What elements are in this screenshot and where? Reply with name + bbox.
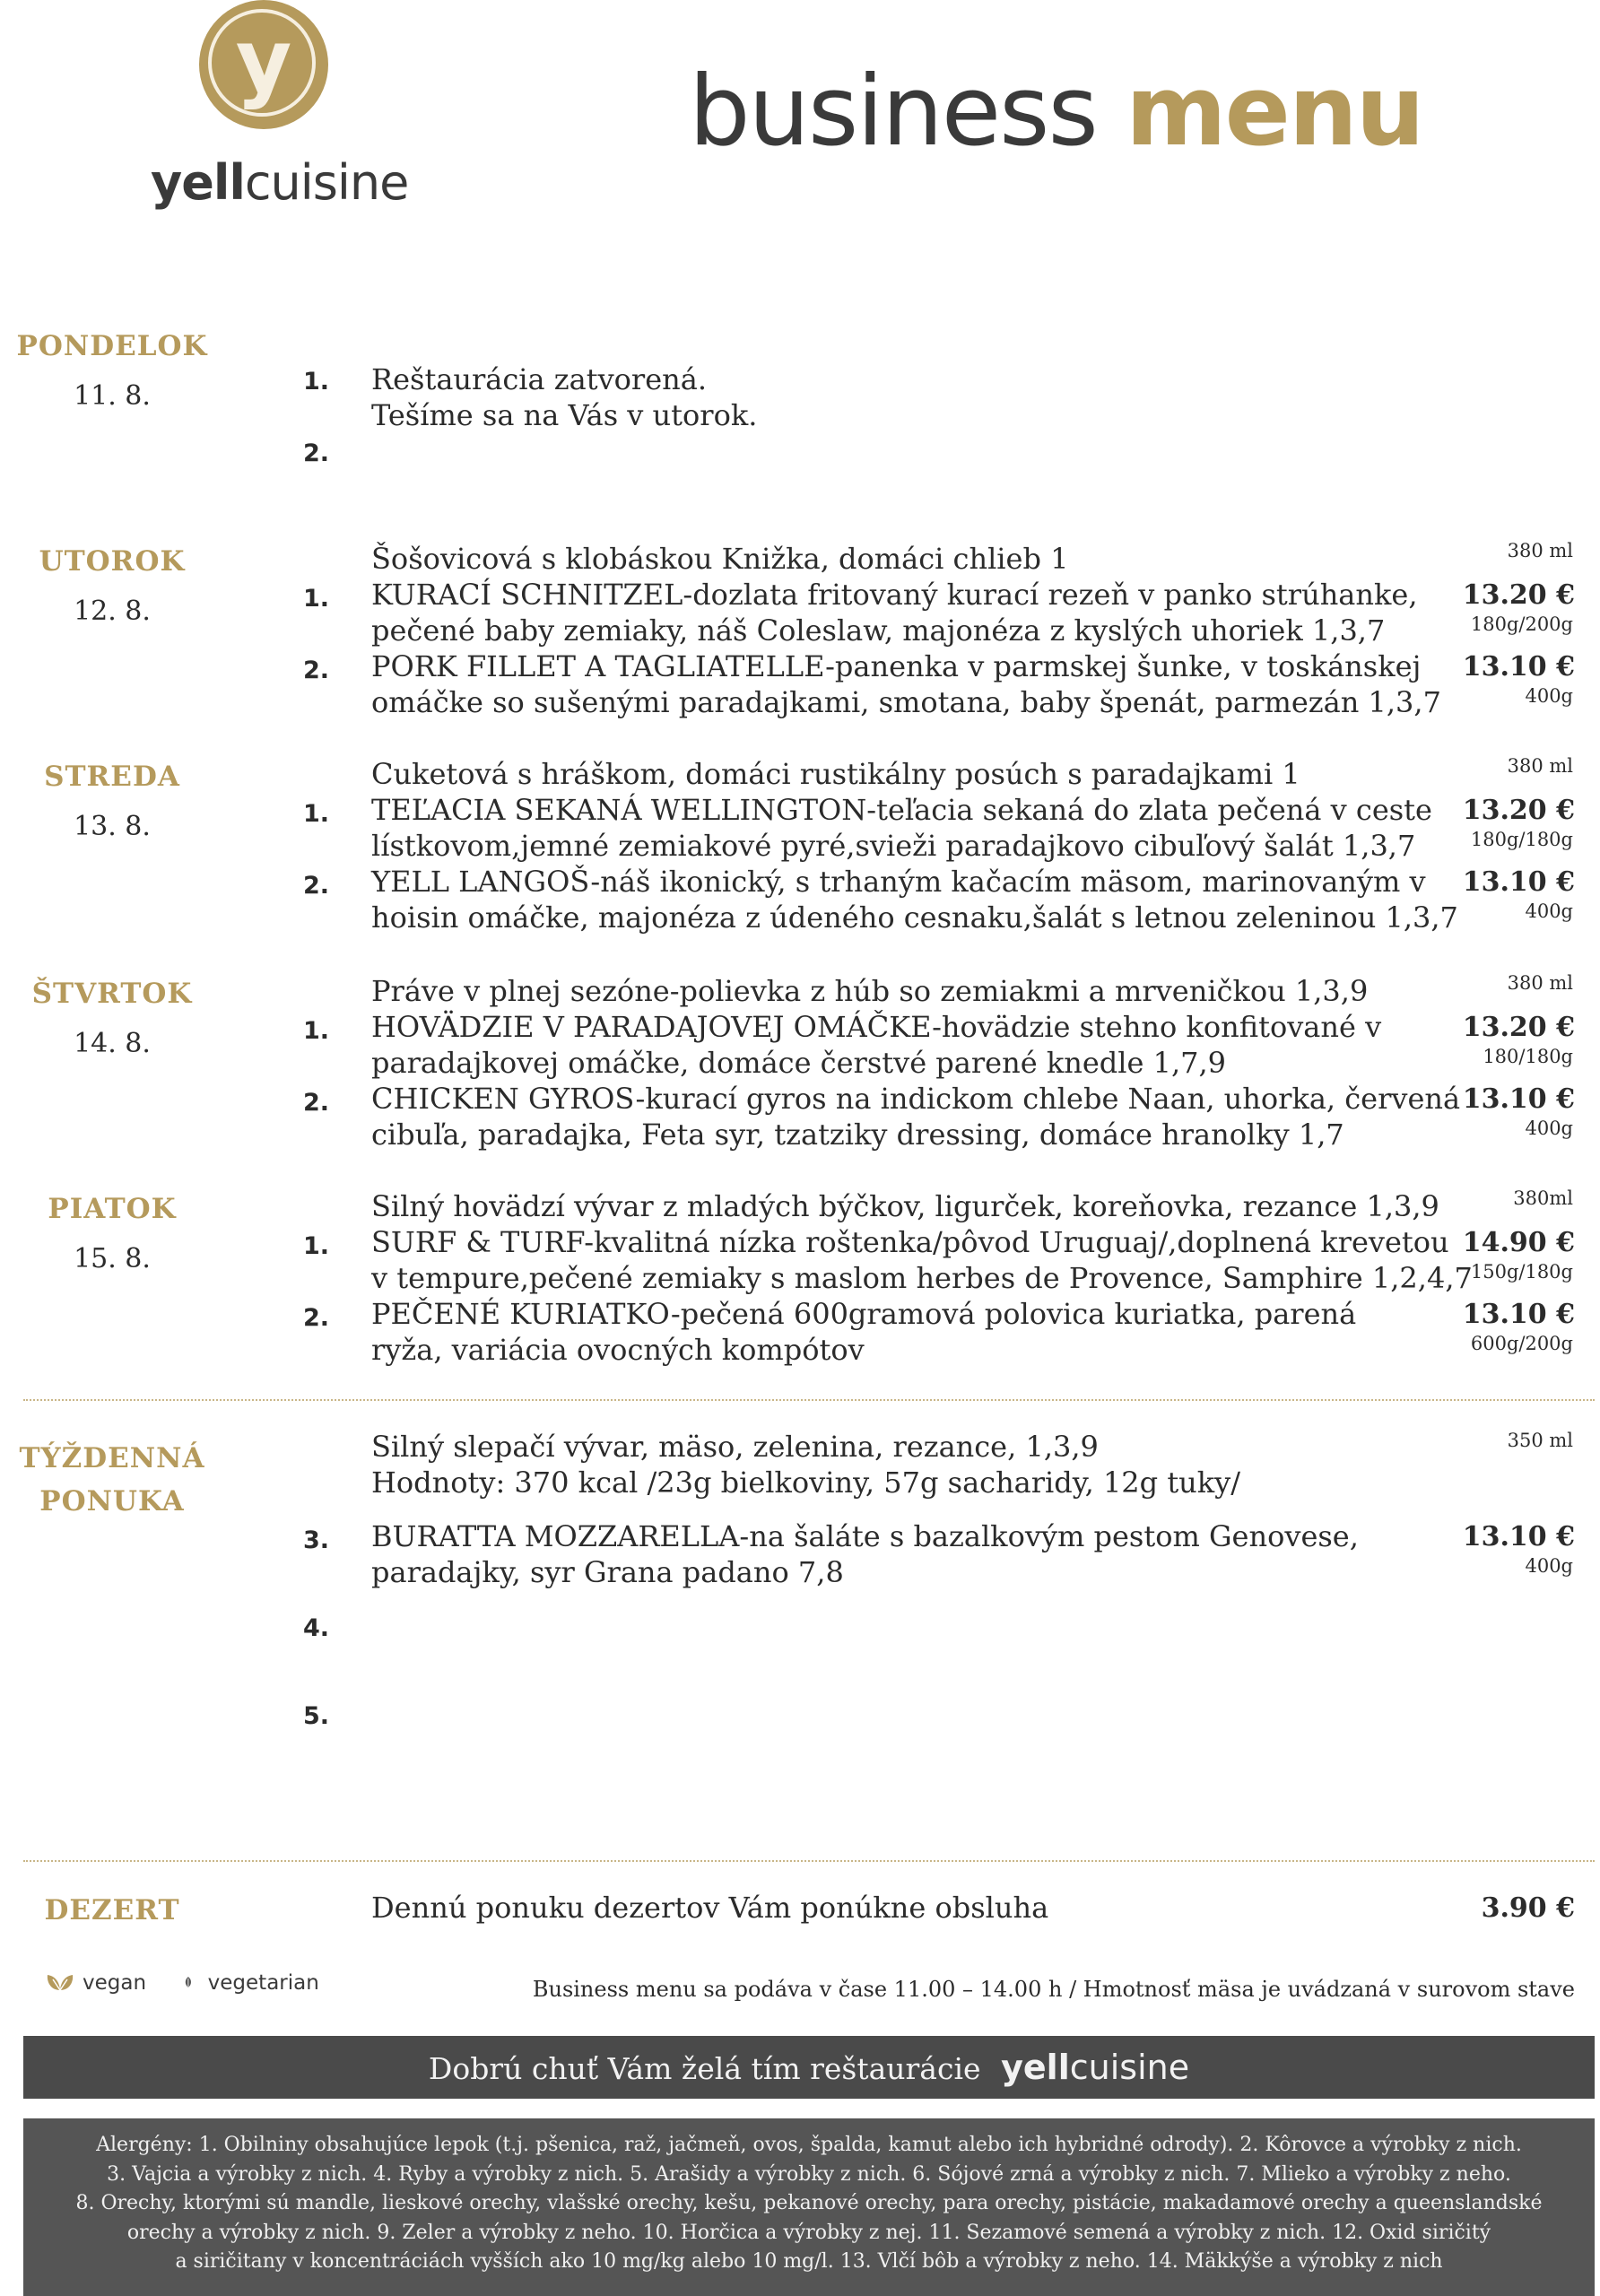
- menu-text-line: paradajky, syr Grana padano 7,8: [371, 1555, 844, 1589]
- item-portion: 400g: [1525, 685, 1573, 707]
- logo-word-bold: yell: [151, 154, 245, 211]
- item-number: 1.: [303, 800, 330, 828]
- menu-text-line: ryža, variácia ovocných kompótov: [371, 1333, 865, 1367]
- dessert-text: Dennú ponuku dezertov Vám ponúkne obsluha: [371, 1891, 1049, 1925]
- item-number: 2.: [303, 439, 330, 467]
- soup-portion: 380 ml: [1507, 540, 1573, 561]
- allergen-info: [23, 2118, 1595, 2296]
- item-price: 13.10 €: [1462, 866, 1575, 898]
- soup-portion: 380 ml: [1507, 755, 1573, 777]
- weekly-name-line2: PONUKA: [39, 1485, 185, 1518]
- day-section-wednesday: [0, 753, 1600, 942]
- item-price: 13.10 €: [1462, 1083, 1575, 1115]
- menu-text-line: hoisin omáčke, majonéza z údeného cesnaku,šalát s letnou zeleninou 1,3,7: [371, 900, 1458, 935]
- item-number: 2.: [303, 872, 330, 900]
- menu-text-line: BURATTA MOZZARELLA-na šaláte s bazalkovým pestom Genovese,: [371, 1519, 1359, 1553]
- item-portion: 400g: [1525, 1555, 1573, 1577]
- divider: [23, 1399, 1595, 1401]
- soup-nutrition-line: Hodnoty: 370 kcal /23g bielkoviny, 57g sacharidy, 12g tuky/: [371, 1465, 1241, 1500]
- day-section-tuesday: [0, 538, 1600, 726]
- closing-banner: [23, 2036, 1595, 2099]
- item-price: 13.20 €: [1462, 795, 1575, 826]
- menu-text-line: pečené baby zemiaky, náš Coleslaw, majonéza z kyslých uhoriek 1,3,7: [371, 613, 1386, 648]
- menu-text-line: v tempure,pečené zemiaky s maslom herbes de Provence, Samphire 1,2,4,7: [371, 1261, 1473, 1295]
- allergen-row: 8. Orechy, ktorými sú mandle, lieskové orechy, vlašské orechy, kešu, pekanové orechy, para orechy, pistácie, makadamové orechy a queenslandské: [75, 2192, 1543, 2214]
- item-price: 13.20 €: [1462, 1012, 1575, 1043]
- item-number: 2.: [303, 1304, 330, 1332]
- soup-portion: 380 ml: [1507, 972, 1573, 994]
- closing-logo-light: cuisine: [1069, 2048, 1190, 2087]
- day-name: ŠTVRTOK: [31, 978, 193, 1010]
- item-number: 4.: [303, 1614, 330, 1642]
- dessert-name: DEZERT: [44, 1894, 180, 1926]
- allergen-row: Alergény: 1. Obilniny obsahujúce lepok (t.j. pšenica, raž, jačmeň, ovos, špalda, kamut alebo ich hybridné odrody). 2. Kôrovce a výrobky z nich.: [96, 2134, 1522, 2156]
- menu-text-line: KURACÍ SCHNITZEL-dozlata fritovaný kurací rezeň v panko strúhanke,: [371, 578, 1418, 612]
- menu-text-line: omáčke so sušenými paradajkami, smotana, baby špenát, parmezán 1,3,7: [371, 685, 1441, 719]
- item-portion: 400g: [1525, 1118, 1573, 1139]
- page-title: [689, 56, 1423, 168]
- soup-portion: 380ml: [1513, 1187, 1573, 1209]
- menu-text-line: SURF & TURF-kvalitná nízka roštenka/pôvod Uruguaj/,doplnená krevetou: [371, 1225, 1449, 1259]
- allergen-row: a siričitany v koncentráciách vyšších ako 10 mg/kg alebo 10 mg/l. 13. Vlčí bôb a výrobky z neho. 14. Mäkkýše a výrobky z nich: [175, 2250, 1443, 2273]
- item-price: 13.10 €: [1462, 1299, 1575, 1330]
- title-bold: menu: [1126, 56, 1423, 168]
- closing-logo-bold: yell: [1001, 2048, 1070, 2087]
- logo-wordmark: [151, 154, 408, 211]
- day-name: PONDELOK: [16, 330, 208, 362]
- vegan-label: vegan: [83, 1971, 147, 1995]
- allergen-row: 3. Vajcia a výrobky z nich. 4. Ryby a výrobky z nich. 5. Arašidy a výrobky z nich. 6. Sójové zrná a výrobky z nich. 7. Mlieko a výrobky z neho.: [107, 2162, 1511, 2186]
- menu-text-line: Tešíme sa na Vás v utorok.: [371, 398, 758, 432]
- menu-text-line: lístkovom,jemné zemiakové pyré,svieži paradajkovo cibuľový šalát 1,3,7: [371, 829, 1416, 863]
- dessert-price: 3.90 €: [1481, 1892, 1575, 1924]
- soup-line: Silný hovädzí vývar z mladých býčkov, ligurček, koreňovka, rezance 1,3,9: [371, 1189, 1439, 1223]
- item-price: 13.10 €: [1462, 651, 1575, 683]
- menu-text-line: cibuľa, paradajka, Feta syr, tzatziky dressing, domáce hranolky 1,7: [371, 1118, 1344, 1152]
- menu-text-line: CHICKEN GYROS-kurací gyros na indickom chlebe Naan, uhorka, červená: [371, 1082, 1461, 1116]
- menu-text-line: paradajkovej omáčke, domáce čerstvé parené knedle 1,7,9: [371, 1046, 1226, 1080]
- day-date: 14. 8.: [74, 1028, 151, 1059]
- logo-word-light: cuisine: [244, 154, 409, 211]
- item-number: 3.: [303, 1526, 330, 1554]
- item-number: 1.: [303, 368, 330, 396]
- diet-legend: [45, 1971, 319, 1995]
- weekly-offer-section: [0, 1428, 1600, 1733]
- allergen-row: orechy a výrobky z nich. 9. Zeler a výrobky z neho. 10. Horčica a výrobky z nej. 11. Sezamové semená a výrobky z nich. 12. Oxid siričitý: [126, 2221, 1491, 2244]
- menu-text-line: TEĽACIA SEKANÁ WELLINGTON-teľacia sekaná do zlata pečená v ceste: [371, 793, 1432, 827]
- item-number: 5.: [303, 1702, 330, 1730]
- soup-line: Práve v plnej sezóne-polievka z húb so zemiakmi a mrveničkou 1,3,9: [371, 974, 1369, 1008]
- soup-line: Cuketová s hráškom, domáci rustikálny posúch s paradajkami 1: [371, 757, 1300, 791]
- day-section-thursday: [0, 970, 1600, 1159]
- item-price: 14.90 €: [1462, 1227, 1575, 1258]
- day-name: STREDA: [44, 761, 180, 793]
- menu-text-line: HOVÄDZIE V PARADAJOVEJ OMÁČKE-hovädzie stehno konfitované v: [371, 1010, 1382, 1044]
- day-section-monday: [0, 323, 1600, 484]
- day-date: 15. 8.: [74, 1243, 151, 1274]
- soup-line: Silný slepačí vývar, mäso, zelenina, rezance, 1,3,9: [371, 1430, 1099, 1464]
- dessert-section: [0, 1887, 1600, 1932]
- item-number: 1.: [303, 1017, 330, 1045]
- menu-text-line: YELL LANGOŠ-náš ikonický, s trhaným kačacím mäsom, marinovaným v: [371, 865, 1426, 899]
- item-portion: 180g/180g: [1470, 829, 1573, 850]
- title-light: business: [689, 56, 1097, 168]
- soup-line: Šošovicová s klobáskou Knižka, domáci chlieb 1: [371, 542, 1069, 576]
- item-number: 2.: [303, 1089, 330, 1117]
- item-price: 13.20 €: [1462, 579, 1575, 611]
- soup-portion: 350 ml: [1507, 1430, 1573, 1451]
- divider: [23, 1860, 1595, 1862]
- logo-circle-icon: [199, 0, 328, 129]
- item-number: 1.: [303, 585, 330, 613]
- menu-text-line: PORK FILLET A TAGLIATELLE-panenka v parmskej šunke, v toskánskej: [371, 649, 1422, 683]
- day-date: 11. 8.: [74, 380, 151, 412]
- day-section-friday: [0, 1186, 1600, 1374]
- item-portion: 180g/200g: [1470, 613, 1573, 635]
- service-note: Business menu sa podáva v čase 11.00 – 14.00 h / Hmotnosť mäsa je uvádzaná v surovom stave: [532, 1977, 1575, 2002]
- menu-text-line: PEČENÉ KURIATKO-pečená 600gramová polovica kuriatka, parená: [371, 1297, 1357, 1331]
- day-name: UTOROK: [39, 545, 186, 578]
- logo: [142, 0, 409, 224]
- item-number: 1.: [303, 1232, 330, 1260]
- day-date: 13. 8.: [74, 811, 151, 842]
- day-name: PIATOK: [48, 1193, 177, 1225]
- day-date: 12. 8.: [74, 596, 151, 627]
- item-price: 13.10 €: [1462, 1521, 1575, 1552]
- logo-letter: y: [235, 11, 292, 111]
- item-number: 2.: [303, 657, 330, 684]
- vegetarian-icon: [183, 1972, 201, 1992]
- item-portion: 400g: [1525, 900, 1573, 922]
- item-portion: 600g/200g: [1470, 1333, 1573, 1354]
- closing-logo: [990, 2048, 1189, 2087]
- vegan-icon: [45, 1972, 75, 1992]
- weekly-name-line1: TÝŽDENNÁ: [19, 1442, 205, 1474]
- vegetarian-label: vegetarian: [207, 1971, 319, 1995]
- closing-text: Dobrú chuť Vám želá tím reštaurácie: [428, 2051, 981, 2086]
- menu-text-line: Reštaurácia zatvorená.: [371, 362, 708, 396]
- item-portion: 150g/180g: [1470, 1261, 1573, 1283]
- item-portion: 180/180g: [1483, 1046, 1573, 1067]
